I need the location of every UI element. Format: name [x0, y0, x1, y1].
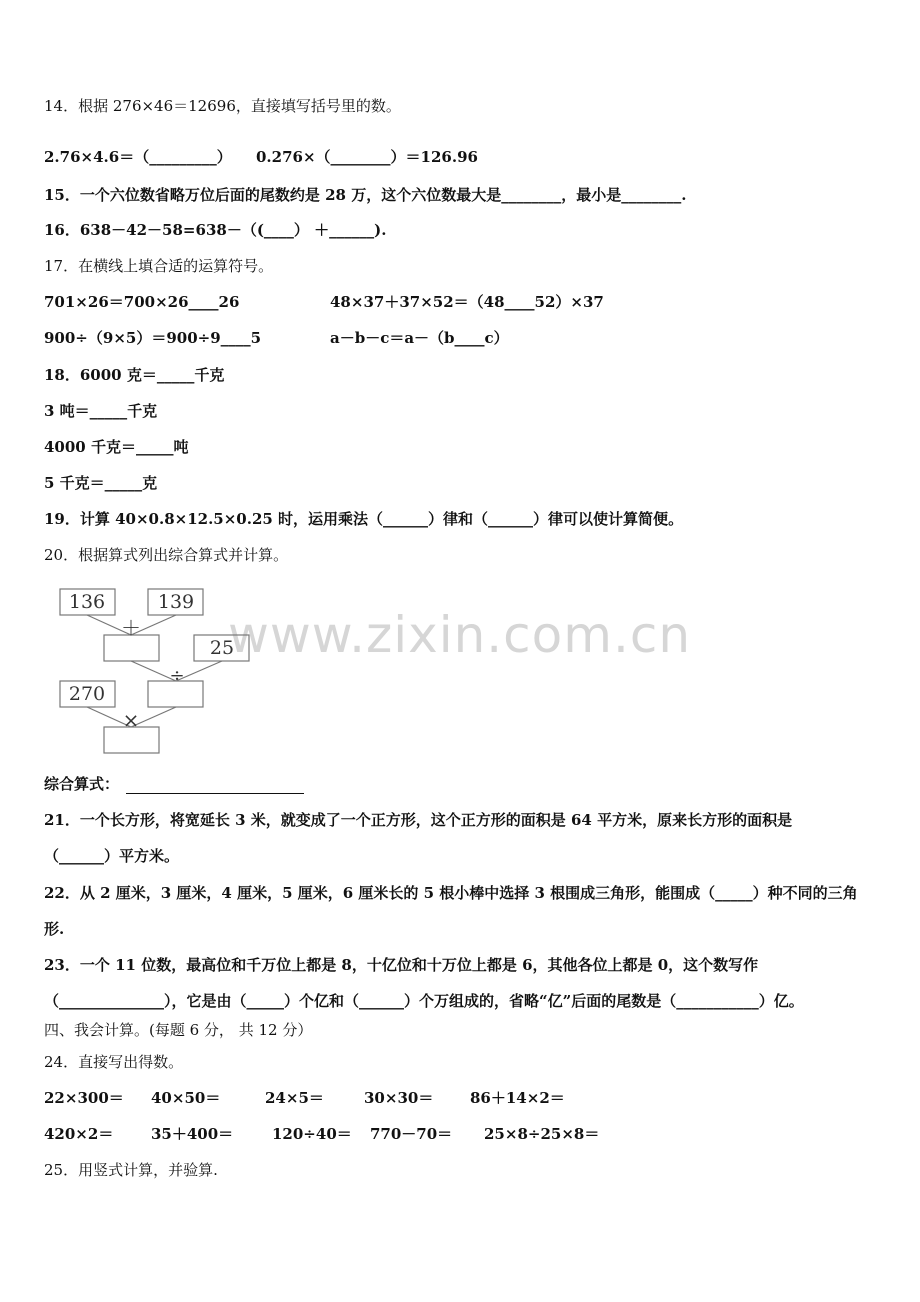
- divide-operator: ÷: [169, 665, 185, 686]
- num-139: 139: [157, 591, 195, 613]
- num-136: 136: [68, 591, 106, 613]
- num-25: 25: [209, 637, 235, 659]
- q24-r2-item: 770－70＝: [370, 1125, 453, 1143]
- q24-r2-item: 25×8÷25×8＝: [484, 1125, 600, 1143]
- q24-r2-item: 420×2＝: [44, 1125, 114, 1143]
- q14-part-a: 2.76×4.6＝（_________）: [44, 148, 232, 166]
- q18-line2: 3 吨＝_____千克: [44, 402, 158, 420]
- q24-r2-item: 120÷40＝: [272, 1125, 352, 1143]
- q24-r1-item: 30×30＝: [364, 1089, 434, 1107]
- q24-r1-item: 24×5＝: [265, 1089, 324, 1107]
- q17-r2b: a－b－c＝a－（b____c）: [330, 329, 509, 347]
- q24-r2-item: 35＋400＝: [151, 1125, 234, 1143]
- q17-r1b: 48×37＋37×52＝（48____52）×37: [330, 293, 604, 311]
- q21-line1: 21．一个长方形，将宽延长 3 米，就变成了一个正方形，这个正方形的面积是 64 平方米，原来长方形的面积是: [44, 811, 793, 829]
- q17-r2a: 900÷（9×5）＝900÷9____5: [44, 329, 262, 347]
- q19-text: 19．计算 40×0.8×12.5×0.25 时，运用乘法（______）律和（______）律可以使计算简便。: [44, 510, 684, 528]
- q24-r1-item: 40×50＝: [151, 1089, 221, 1107]
- q20-answer-line[interactable]: [126, 793, 304, 794]
- calculation-flow-diagram: [52, 584, 262, 760]
- q24-stem: 24．直接写出得数。: [44, 1053, 184, 1071]
- plus-operator: ＋: [121, 616, 141, 640]
- q20-answer-label: 综合算式：: [44, 775, 120, 793]
- q17-stem: 17．在横线上填合适的运算符号。: [44, 257, 274, 275]
- q15-text: 15．一个六位数省略万位后面的尾数约是 28 万，这个六位数最大是________，最小是________.: [44, 186, 687, 204]
- q22-line1: 22．从 2 厘米，3 厘米，4 厘米，5 厘米，6 厘米长的 5 根小棒中选择 3 根围成三角形，能围成（_____）种不同的三角: [44, 884, 858, 902]
- watermark: www.zixin.com.cn: [228, 606, 692, 664]
- q14-part-b: 0.276×（________）＝126.96: [256, 148, 478, 166]
- q25-text: 25．用竖式计算，并验算.: [44, 1161, 218, 1179]
- q21-line2: （______）平方米。: [44, 847, 180, 865]
- q22-line2: 形.: [44, 920, 65, 938]
- q24-r1-item: 22×300＝: [44, 1089, 124, 1107]
- section-4-heading: 四、我会计算。(每题 6 分， 共 12 分）: [44, 1021, 313, 1039]
- multiply-operator: ×: [122, 708, 140, 732]
- q14-stem: 14．根据 276×46＝12696，直接填写括号里的数。: [44, 97, 401, 115]
- q18-line1: 18．6000 克＝_____千克: [44, 366, 225, 384]
- q24-r1-item: 86＋14×2＝: [470, 1089, 565, 1107]
- q18-line4: 5 千克＝_____克: [44, 474, 158, 492]
- q23-line2: （______________），它是由（_____）个亿和（______）个万组成的，省略“亿”后面的尾数是（___________）亿。: [44, 992, 804, 1010]
- q20-stem: 20．根据算式列出综合算式并计算。: [44, 546, 289, 564]
- q16-text: 16．638－42－58=638－（(____） ＋______).: [44, 221, 387, 239]
- q18-line3: 4000 千克＝_____吨: [44, 438, 189, 456]
- q23-line1: 23．一个 11 位数，最高位和千万位上都是 8，十亿位和十万位上都是 6，其他各位上都是 0，这个数写作: [44, 956, 759, 974]
- num-270: 270: [68, 683, 106, 705]
- q17-r1a: 701×26＝700×26____26: [44, 293, 240, 311]
